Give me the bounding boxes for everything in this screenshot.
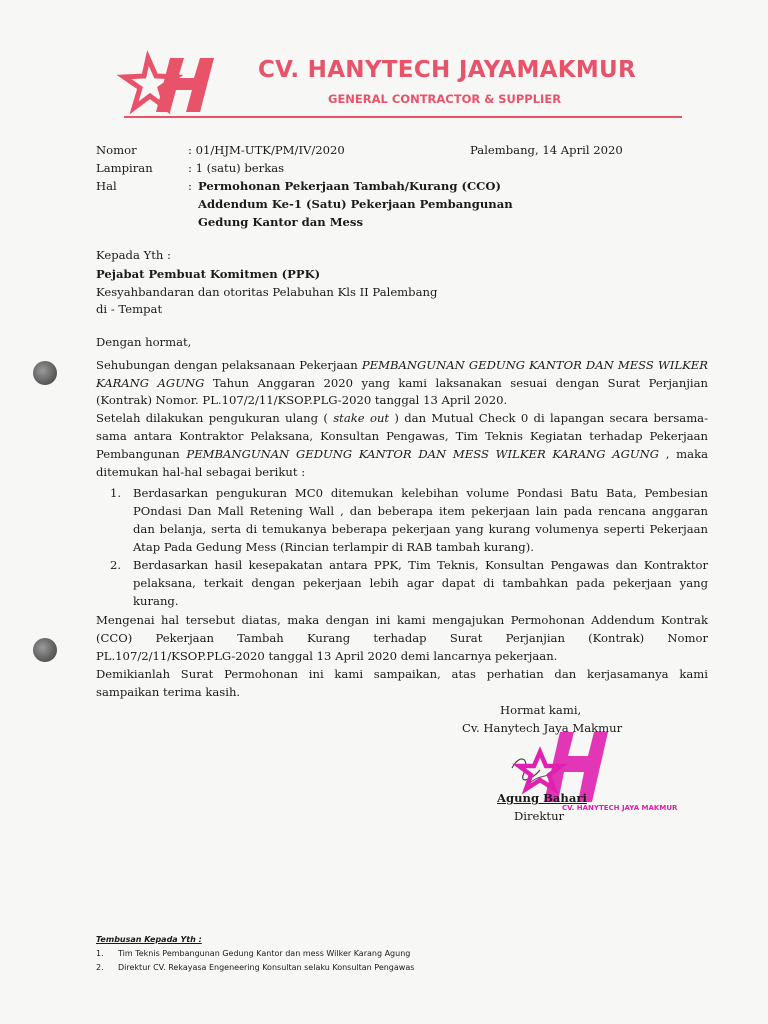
p2-text-a: Setelah dilakukan pengukuran ulang (: [96, 411, 328, 425]
p1-project-location: KARANG AGUNG: [96, 376, 205, 390]
paragraph-2-line-2: sama antara Kontraktor Pelaksana, Konsultan Pengawas, Tim Teknis Kegiatan terhadap Pekerjaan: [96, 429, 708, 443]
nomor-label: Nomor: [96, 143, 137, 157]
p2-text-b: ) dan Mutual Check 0 di lapangan secara bersama-: [394, 411, 709, 425]
hal-colon: :: [188, 179, 192, 193]
paragraph-1-line-3: (Kontrak) Nomor. PL.107/2/11/KSOP.PLG-2020 tanggal 13 April 2020.: [96, 393, 508, 407]
hal-label: Hal: [96, 179, 117, 193]
signatory-company: Cv. Hanytech Jaya Makmur: [462, 721, 623, 735]
letter-date: Palembang, 14 April 2020: [470, 143, 623, 157]
greeting: Dengan hormat,: [96, 335, 192, 349]
company-logo-icon: [122, 54, 218, 116]
item-1-line-1: Berdasarkan pengukuran MC0 ditemukan kelebihan volume Pondasi Batu Bata, Pembesian: [133, 486, 708, 500]
lampiran-value: : 1 (satu) berkas: [188, 161, 285, 175]
item-2-number: 2.: [110, 558, 122, 572]
stamp-text: CV. HANYTECH JAYA MAKMUR: [562, 804, 678, 812]
paragraph-4-line-2: sampaikan terima kasih.: [96, 685, 241, 699]
item-1-line-2: POndasi Dan Mall Retening Wall , dan beberapa item pekerjaan lain pada rencana anggaran: [133, 504, 708, 518]
subject-line-1: Permohonan Pekerjaan Tambah/Kurang (CCO): [198, 179, 501, 193]
paragraph-4-line-1: Demikianlah Surat Permohonan ini kami sampaikan, atas perhatian dan kerjasamanya kami: [96, 667, 708, 681]
paragraph-3-line-2: (CCO) Pekerjaan Tambah Kurang terhadap Surat Perjanjian (Kontrak) Nomor: [96, 631, 708, 645]
recipient-title: Pejabat Pembuat Komitmen (PPK): [96, 267, 321, 281]
lampiran-label: Lampiran: [96, 161, 153, 175]
item-1-line-3: dan belanja, serta di temukanya beberapa pekerjaan yang kurang volumenya seperti Pekerjaan: [133, 522, 708, 536]
subject-line-2: Addendum Ke-1 (Satu) Pekerjaan Pembangunan: [198, 197, 513, 211]
recipient-place: di - Tempat: [96, 302, 163, 316]
closing: Hormat kami,: [500, 703, 582, 717]
paragraph-2-line-4: ditemukan hal-hal sebagai berikut :: [96, 465, 306, 479]
p2-stake-out: stake out: [333, 411, 390, 425]
p1-project-name: PEMBANGUNAN GEDUNG KANTOR DAN MESS WILKER: [361, 358, 709, 372]
item-1-number: 1.: [110, 486, 122, 500]
item-2-line-2: pelaksana, terkait dengan pekerjaan lebih agar dapat di tambahkan pada pekerjaan yang: [133, 576, 708, 590]
cc-item-1-number: 1.: [96, 949, 104, 958]
recipient-office: Kesyahbandaran dan otoritas Pelabuhan Kls II Palembang: [96, 285, 438, 299]
paragraph-3-line-1: Mengenai hal tersebut diatas, maka dengan ini kami mengajukan Permohonan Addendum Kontrak: [96, 613, 708, 627]
item-2-line-1: Berdasarkan hasil kesepakatan antara PPK, Tim Teknis, Konsultan Pengawas dan Kontraktor: [133, 558, 708, 572]
signatory-position: Direktur: [514, 809, 565, 823]
cc-item-1-text: Tim Teknis Pembangunan Gedung Kantor dan mess Wilker Karang Agung: [118, 949, 411, 958]
paragraph-2-line-3: [96, 446, 708, 462]
company-name: CV. HANYTECH JAYAMAKMUR: [258, 57, 637, 83]
signatory-name: Agung Bahari: [497, 791, 587, 805]
p1-text-b: Tahun Anggaran 2020 yang kami laksanakan sesuai dengan Surat Perjanjian: [212, 376, 708, 390]
paragraph-1-line-2: [96, 375, 708, 391]
p1-text-a: Sehubungan dengan pelaksanaan Pekerjaan: [96, 358, 358, 372]
paragraph-1-line-1: [96, 357, 708, 373]
p2-line3-text-a: Pembangunan: [96, 447, 180, 461]
recipient-intro: Kepada Yth :: [96, 248, 171, 262]
p2-line3-text-b: , maka: [665, 447, 709, 461]
paragraph-2-line-1: [96, 410, 708, 426]
paragraph-3-line-3: PL.107/2/11/KSOP.PLG-2020 tanggal 13 April 2020 demi lancarnya pekerjaan.: [96, 649, 558, 663]
company-tagline: GENERAL CONTRACTOR & SUPPLIER: [328, 92, 562, 106]
p2-line3-project: PEMBANGUNAN GEDUNG KANTOR DAN MESS WILKER KARANG AGUNG: [186, 447, 660, 461]
cc-heading: Tembusan Kepada Yth :: [96, 935, 202, 944]
letterhead-divider: [124, 116, 682, 118]
cc-item-2-text: Direktur CV. Rekayasa Engeneering Konsultan selaku Konsultan Pengawas: [118, 963, 415, 972]
punch-hole-bottom: [33, 638, 57, 662]
item-1-line-4: Atap Pada Gedung Mess (Rincian terlampir di RAB tambah kurang).: [133, 540, 534, 554]
item-2-line-3: kurang.: [133, 594, 179, 608]
nomor-value: : 01/HJM-UTK/PM/IV/2020: [188, 143, 345, 157]
punch-hole-top: [33, 361, 57, 385]
cc-item-2-number: 2.: [96, 963, 104, 972]
subject-line-3: Gedung Kantor dan Mess: [198, 215, 363, 229]
